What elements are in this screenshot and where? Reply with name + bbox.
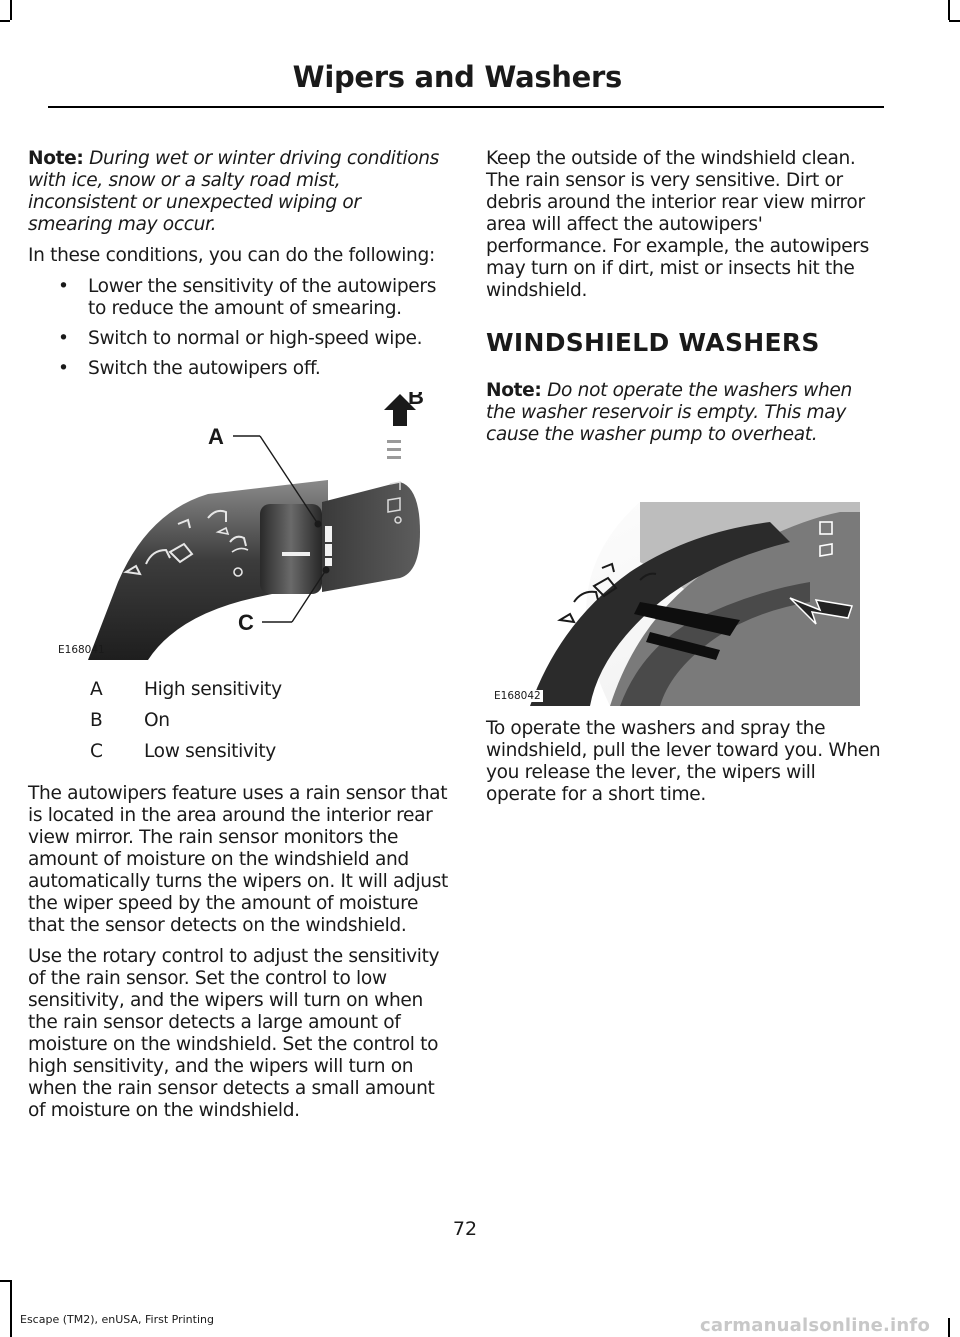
- crop-mark: [0, 1280, 10, 1282]
- bullet-list: [28, 276, 448, 380]
- legend-key: B: [90, 710, 103, 731]
- left-column-bottom: [28, 783, 448, 1131]
- legend-value: High sensitivity: [144, 679, 282, 700]
- list-item: • Switch to normal or high-speed wipe.: [28, 328, 448, 350]
- note-label: Note:: [486, 380, 542, 401]
- wiper-lever-illustration: [28, 392, 448, 660]
- wiper-lever-figure: [28, 392, 448, 660]
- legend-row: [28, 679, 448, 710]
- crop-mark: [0, 20, 10, 22]
- body-paragraph: To operate the washers and spray the windshield, pull the lever toward you. When you release the lever, the wipers will operate for a short time.: [486, 718, 881, 805]
- figure-code: E168042: [494, 690, 541, 702]
- callout-a: A: [208, 424, 224, 449]
- crop-mark: [948, 0, 950, 20]
- crop-mark: [10, 1280, 12, 1337]
- crop-mark: [949, 20, 960, 22]
- list-item: • Lower the sensitivity of the autowipers to reduce the amount of smearing.: [28, 276, 448, 320]
- callout-c: C: [238, 610, 254, 635]
- crop-mark: [10, 0, 12, 20]
- note-label: Note:: [28, 148, 84, 169]
- left-column-top: [28, 148, 448, 388]
- figure-code: E168041: [58, 644, 105, 656]
- section-heading: WINDSHIELD WASHERS: [486, 328, 820, 357]
- legend-key: A: [90, 679, 103, 700]
- page-title: Wipers and Washers: [292, 60, 622, 94]
- body-paragraph: Use the rotary control to adjust the sensitivity of the rain sensor. Set the control to low sensitivity, and the wipers will turn on when the rain sensor detects a large amount of moisture on the windshield. Set the control to high sensitivity, and the wipers will turn on when the rain sensor detects a small amount of moisture on the windshield.: [28, 946, 440, 1121]
- page-number: 72: [452, 1218, 478, 1240]
- crop-mark: [948, 1318, 950, 1337]
- right-column: [486, 148, 886, 455]
- washer-lever-figure: [490, 502, 860, 706]
- body-paragraph: The autowipers feature uses a rain sensor that is located in the area around the interior rear view mirror. The rain sensor monitors the amount of moisture on the windshield and automatically turns the wipers on. It will adjust the wiper speed by the amount of moisture that the sensor detects on the windshield.: [28, 783, 448, 936]
- intro-text: In these conditions, you can do the following:: [28, 245, 435, 266]
- legend-row: [28, 710, 448, 741]
- site-watermark: carmanualsonline.info: [700, 1315, 931, 1336]
- note-text: Do not operate the washers when the washer reservoir is empty. This may cause the washer pump to overheat.: [486, 380, 852, 445]
- note-text: During wet or winter driving conditions with ice, snow or a salty road mist, inconsistent or unexpected wiping or smearing may occur.: [28, 148, 440, 235]
- legend-row: [28, 741, 448, 772]
- legend-key: C: [90, 741, 103, 762]
- note: [486, 380, 886, 446]
- edition-footer: Escape (TM2), enUSA, First Printing: [20, 1313, 214, 1326]
- callout-b: B: [408, 392, 424, 409]
- callout-legend: [28, 679, 448, 772]
- header-divider: [48, 106, 884, 108]
- body-paragraph: Keep the outside of the windshield clean. The rain sensor is very sensitive. Dirt or debris around the interior rear view mirror area will affect the autowipers' performance. For example, the autowipers may turn on if dirt, mist or insects hit the windshield.: [486, 148, 869, 301]
- washer-lever-illustration: [490, 502, 860, 706]
- right-column-bottom: [486, 718, 886, 815]
- legend-value: Low sensitivity: [144, 741, 276, 762]
- note: [28, 148, 448, 236]
- legend-value: On: [144, 710, 170, 731]
- list-item: • Switch the autowipers off.: [28, 358, 448, 380]
